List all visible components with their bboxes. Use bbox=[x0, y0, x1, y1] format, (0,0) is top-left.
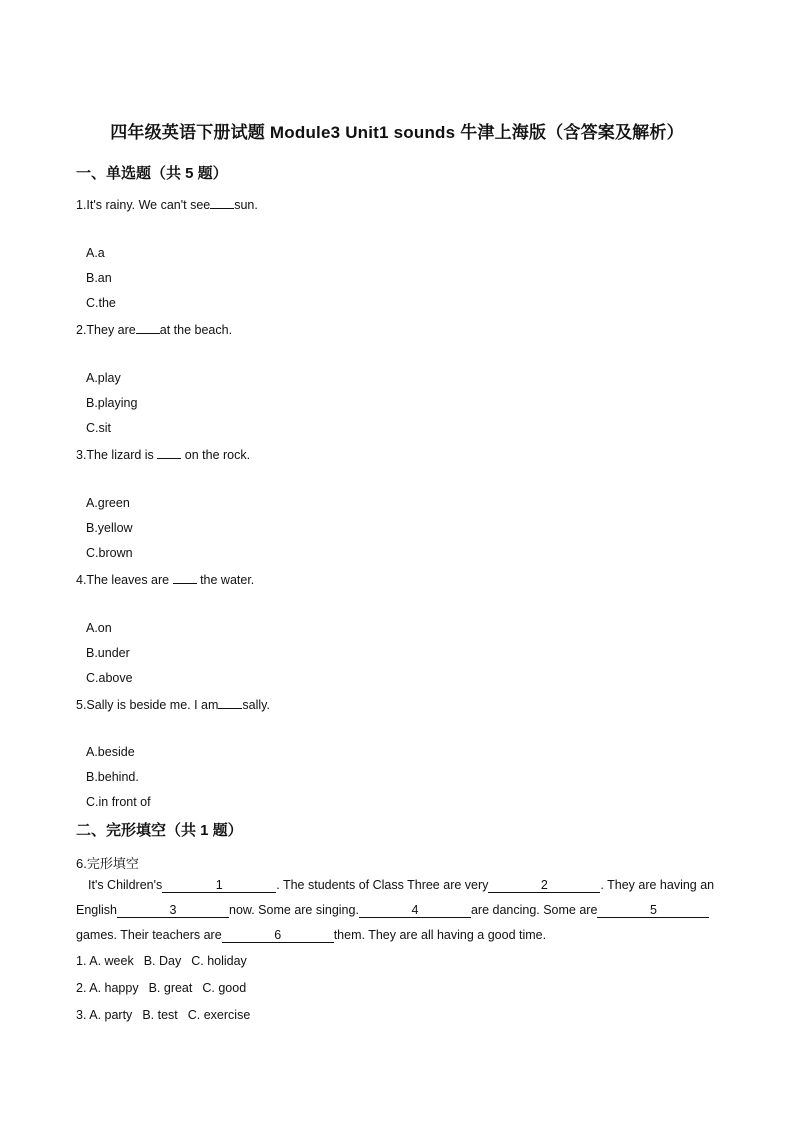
choice-c: C. good bbox=[202, 981, 247, 995]
section-heading-cloze: 二、完形填空（共 1 题） bbox=[76, 822, 243, 839]
option: A.play bbox=[86, 371, 121, 385]
question-text: at the beach. bbox=[159, 323, 233, 337]
choice-c: C. exercise bbox=[187, 1008, 251, 1022]
option: B.behind. bbox=[86, 770, 139, 784]
passage-text: are dancing. Some are bbox=[470, 903, 598, 917]
option: B.yellow bbox=[86, 521, 133, 535]
passage-text: . They are having an bbox=[600, 878, 715, 892]
question-text: 4.The leaves are bbox=[76, 573, 170, 587]
option: C.sit bbox=[86, 421, 111, 435]
question-2 bbox=[76, 321, 232, 337]
cloze-choice-row-2 bbox=[76, 981, 246, 995]
choice-number: 1. bbox=[76, 954, 87, 968]
section-heading-single-choice: 一、单选题（共 5 题） bbox=[76, 165, 228, 182]
question-text: 5.Sally is beside me. I am bbox=[76, 698, 219, 712]
option: C.brown bbox=[86, 546, 133, 560]
option: C.in front of bbox=[86, 795, 151, 809]
question-text: the water. bbox=[200, 573, 255, 587]
question-text: 3.The lizard is bbox=[76, 448, 154, 462]
answer-blank bbox=[218, 696, 242, 709]
passage-text: them. They are all having a good time. bbox=[333, 928, 547, 942]
option: A.a bbox=[86, 246, 105, 260]
numbered-blank: 3 bbox=[117, 903, 229, 918]
passage-text: English bbox=[76, 903, 117, 917]
cloze-choice-row-1 bbox=[76, 954, 247, 968]
question-text: sally. bbox=[242, 698, 270, 712]
page-title: 四年级英语下册试题 Module3 Unit1 sounds 牛津上海版（含答案及解析） bbox=[110, 123, 684, 142]
passage-text: games. Their teachers are bbox=[76, 928, 222, 942]
choice-b: B. great bbox=[148, 981, 193, 995]
choice-b: B. test bbox=[142, 1008, 178, 1022]
numbered-blank: 5 bbox=[597, 903, 709, 918]
question-5 bbox=[76, 696, 270, 712]
numbered-blank: 1 bbox=[162, 878, 276, 893]
passage-text: It's Children's bbox=[88, 878, 163, 892]
question-text: 1.It's rainy. We can't see bbox=[76, 198, 211, 212]
cloze-choice-row-3 bbox=[76, 1008, 250, 1022]
option: B.playing bbox=[86, 396, 138, 410]
question-text: 2.They are bbox=[76, 323, 136, 337]
numbered-blank: 4 bbox=[359, 903, 471, 918]
question-4 bbox=[76, 571, 254, 587]
option: B.under bbox=[86, 646, 130, 660]
choice-a: A. happy bbox=[89, 981, 139, 995]
option: A.beside bbox=[86, 745, 135, 759]
option: C.above bbox=[86, 671, 133, 685]
passage-line-2 bbox=[76, 903, 709, 918]
answer-blank bbox=[210, 196, 234, 209]
cloze-label: 6.完形填空 bbox=[76, 856, 139, 871]
question-text: sun. bbox=[234, 198, 258, 212]
question-text: on the rock. bbox=[184, 448, 251, 462]
option: C.the bbox=[86, 296, 116, 310]
choice-number: 2. bbox=[76, 981, 87, 995]
numbered-blank: 6 bbox=[222, 928, 334, 943]
passage-text: . The students of Class Three are very bbox=[276, 878, 489, 892]
answer-blank bbox=[173, 571, 197, 584]
choice-b: B. Day bbox=[143, 954, 182, 968]
option: A.on bbox=[86, 621, 112, 635]
option: B.an bbox=[86, 271, 112, 285]
passage-line-1 bbox=[88, 878, 714, 893]
choice-a: A. party bbox=[89, 1008, 133, 1022]
answer-blank bbox=[157, 446, 181, 459]
question-1 bbox=[76, 196, 258, 212]
passage-line-3 bbox=[76, 928, 546, 943]
question-3 bbox=[76, 446, 250, 462]
choice-a: A. week bbox=[89, 954, 134, 968]
option: A.green bbox=[86, 496, 130, 510]
choice-c: C. holiday bbox=[191, 954, 247, 968]
numbered-blank: 2 bbox=[488, 878, 600, 893]
answer-blank bbox=[136, 321, 160, 334]
choice-number: 3. bbox=[76, 1008, 87, 1022]
passage-text: now. Some are singing. bbox=[229, 903, 359, 917]
